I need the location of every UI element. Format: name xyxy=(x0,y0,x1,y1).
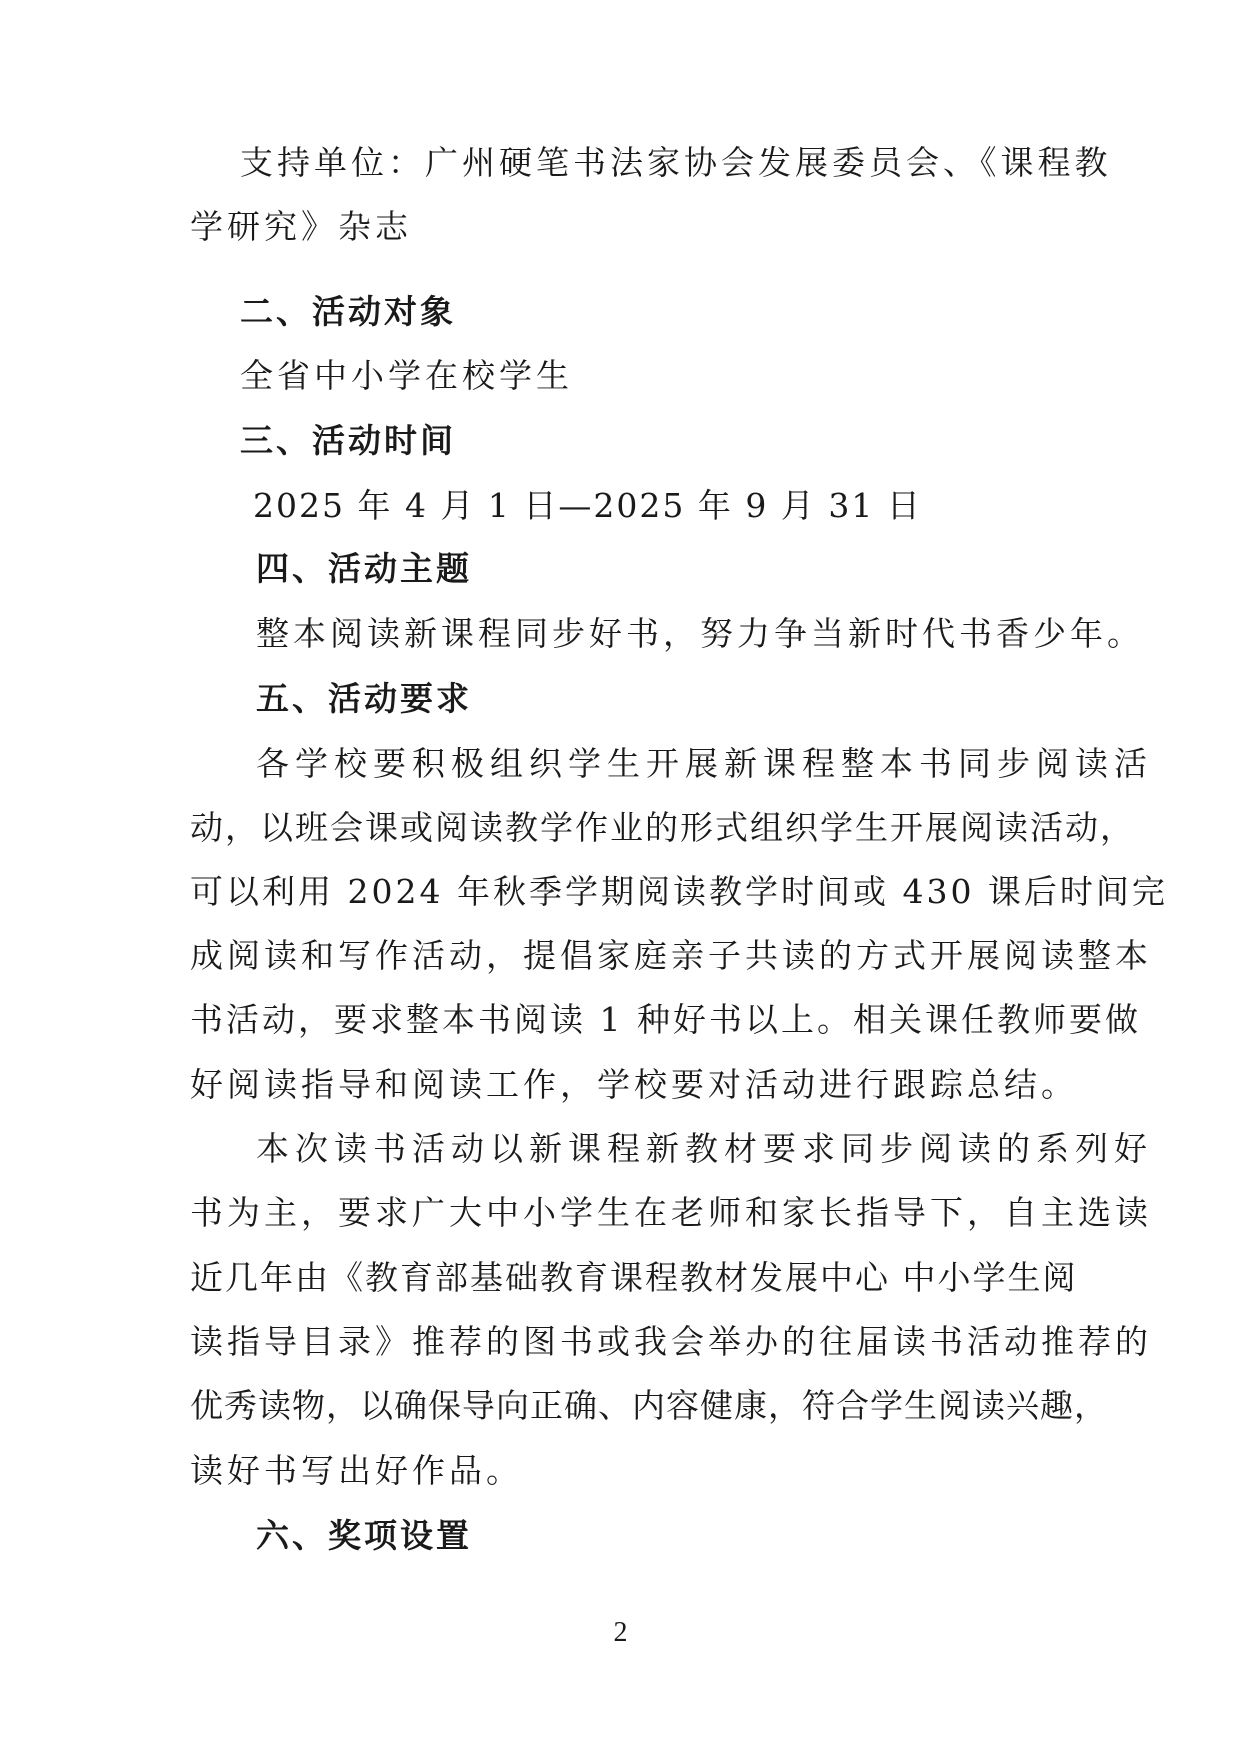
section-heading-requirements: 五、活动要求 xyxy=(256,679,472,718)
requirements-para1-line: 书活动，要求整本书阅读 1 种好书以上。相关课任教师要做 xyxy=(190,1000,1141,1039)
activity-time-text: 2025 年 4 月 1 日—2025 年 9 月 31 日 xyxy=(253,486,922,525)
requirements-para1-line: 动，以班会课或阅读教学作业的形式组织学生开展阅读活动， xyxy=(190,808,1135,847)
requirements-para2-line: 书为主，要求广大中小学生在老师和家长指导下，自主选读 xyxy=(190,1193,1152,1232)
section-heading-theme: 四、活动主题 xyxy=(256,549,472,588)
support-unit-line-2: 学研究》杂志 xyxy=(190,207,412,246)
requirements-para1-line: 成阅读和写作活动，提倡家庭亲子共读的方式开展阅读整本 xyxy=(190,936,1152,975)
section-heading-awards: 六、奖项设置 xyxy=(256,1516,472,1555)
section-heading-audience: 二、活动对象 xyxy=(240,292,456,331)
requirements-para2-line: 近几年由《教育部基础教育课程教材发展中心 中小学生阅 xyxy=(190,1258,1078,1297)
requirements-para1-line: 各学校要积极组织学生开展新课程整本书同步阅读活 xyxy=(256,744,1153,783)
page-number: 2 xyxy=(613,1617,628,1648)
section-heading-time: 三、活动时间 xyxy=(240,421,456,460)
requirements-para2-line: 读好书写出好作品。 xyxy=(190,1451,523,1490)
requirements-para1-line: 好阅读指导和阅读工作，学校要对活动进行跟踪总结。 xyxy=(190,1065,1078,1104)
requirements-para1-line: 可以利用 2024 年秋季学期阅读教学时间或 430 课后时间完 xyxy=(190,872,1168,911)
requirements-para2-line: 本次读书活动以新课程新教材要求同步阅读的系列好 xyxy=(256,1129,1153,1168)
theme-text: 整本阅读新课程同步好书，努力争当新时代书香少年。 xyxy=(256,614,1144,653)
requirements-para2-line: 读指导目录》推荐的图书或我会举办的往届读书活动推荐的 xyxy=(190,1322,1152,1361)
audience-text: 全省中小学在校学生 xyxy=(240,356,573,395)
requirements-para2-line: 优秀读物，以确保导向正确、内容健康，符合学生阅读兴趣， xyxy=(190,1386,1108,1425)
support-unit-line-1: 支持单位：广州硬笔书法家协会发展委员会、《课程教 xyxy=(240,143,1112,182)
